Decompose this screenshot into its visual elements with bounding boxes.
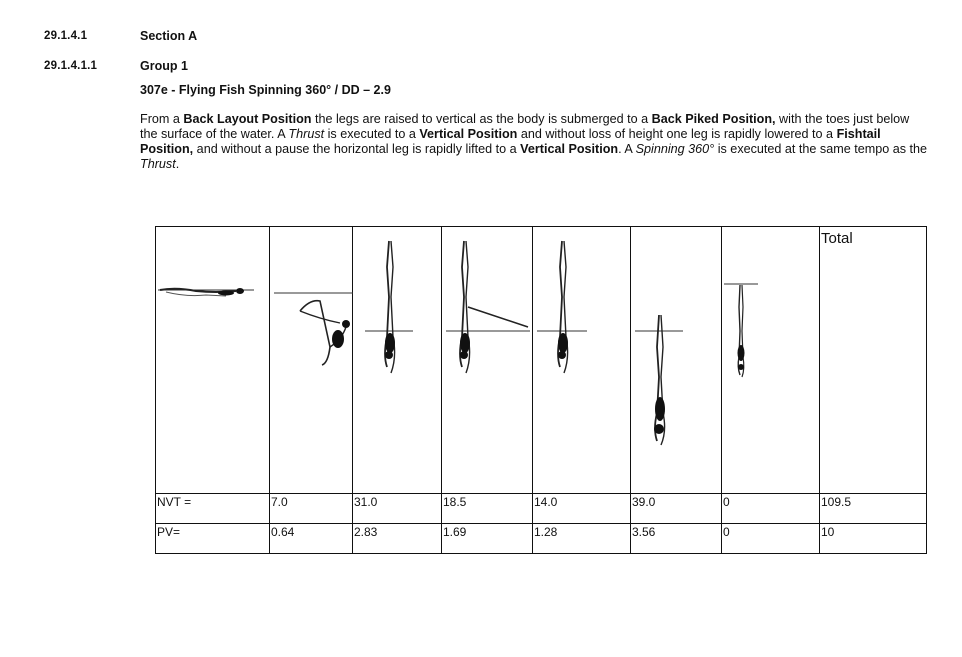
description-segment: is executed to a bbox=[324, 127, 420, 141]
spinning-360-descent-figure bbox=[631, 227, 722, 493]
section-number: 29.1.4.1 bbox=[44, 30, 88, 42]
pv-value-2: 2.83 bbox=[353, 524, 442, 554]
description-segment: with the toes just below the surface of the water. A bbox=[140, 112, 910, 141]
total-label: Total bbox=[821, 230, 853, 247]
description-segment: is executed at the same tempo as the bbox=[714, 142, 928, 156]
figure-description bbox=[140, 112, 930, 172]
description-segment: . A bbox=[618, 142, 636, 156]
description-segment: the legs are raised to vertical as the body is submerged to a bbox=[311, 112, 652, 126]
illustration-cell-4 bbox=[442, 227, 533, 494]
description-segment: Thrust bbox=[288, 127, 325, 141]
description-segment: From a bbox=[140, 112, 184, 126]
description-segment: Spinning 360° bbox=[635, 142, 715, 156]
illustration-cell-2 bbox=[270, 227, 353, 494]
vertical-position-figure bbox=[533, 227, 631, 493]
pv-value-6: 0 bbox=[722, 524, 820, 554]
nvt-value-4: 14.0 bbox=[533, 494, 631, 524]
scoring-table bbox=[155, 226, 927, 554]
back-layout-position-figure bbox=[156, 227, 270, 493]
description-segment: . bbox=[175, 157, 180, 171]
nvt-value-1: 7.0 bbox=[270, 494, 353, 524]
figure-name: 307e - Flying Fish Spinning 360° / DD – 2.9 bbox=[140, 83, 391, 97]
pv-value-4: 1.28 bbox=[533, 524, 631, 554]
pv-value-5: 3.56 bbox=[631, 524, 722, 554]
total-header-cell bbox=[820, 227, 927, 494]
pv-value-3: 1.69 bbox=[442, 524, 533, 554]
nvt-row bbox=[156, 494, 927, 524]
nvt-label: NVT = bbox=[156, 494, 270, 524]
submerged-finish-figure bbox=[722, 227, 820, 493]
description-segment: Vertical Position bbox=[520, 142, 619, 156]
description-segment: Back Layout Position bbox=[183, 112, 312, 126]
description-segment: Vertical Position bbox=[419, 127, 518, 141]
illustration-cell-1 bbox=[156, 227, 270, 494]
group-title: Group 1 bbox=[140, 59, 188, 73]
fishtail-position-figure bbox=[442, 227, 533, 493]
illustration-cell-6 bbox=[631, 227, 722, 494]
group-number: 29.1.4.1.1 bbox=[44, 60, 98, 72]
back-piked-position-figure bbox=[270, 227, 353, 493]
illustration-cell-7 bbox=[722, 227, 820, 494]
pv-row bbox=[156, 524, 927, 554]
description-segment: and without a pause the horizontal leg is rapidly lifted to a bbox=[193, 142, 521, 156]
nvt-value-2: 31.0 bbox=[353, 494, 442, 524]
pv-label: PV= bbox=[156, 524, 270, 554]
illustration-cell-3 bbox=[353, 227, 442, 494]
nvt-value-6: 0 bbox=[722, 494, 820, 524]
pv-total: 10 bbox=[820, 524, 927, 554]
nvt-value-3: 18.5 bbox=[442, 494, 533, 524]
pv-value-1: 0.64 bbox=[270, 524, 353, 554]
nvt-total: 109.5 bbox=[820, 494, 927, 524]
thrust-vertical-position-figure bbox=[353, 227, 442, 493]
description-segment: and without loss of height one leg is rapidly lowered to a bbox=[517, 127, 837, 141]
section-title: Section A bbox=[140, 29, 198, 43]
description-segment: Back Piked Position, bbox=[651, 112, 776, 126]
description-segment: Fishtail Position, bbox=[140, 127, 881, 156]
illustration-row bbox=[156, 227, 927, 494]
description-segment: Thrust bbox=[140, 157, 176, 171]
nvt-value-5: 39.0 bbox=[631, 494, 722, 524]
illustration-cell-5 bbox=[533, 227, 631, 494]
